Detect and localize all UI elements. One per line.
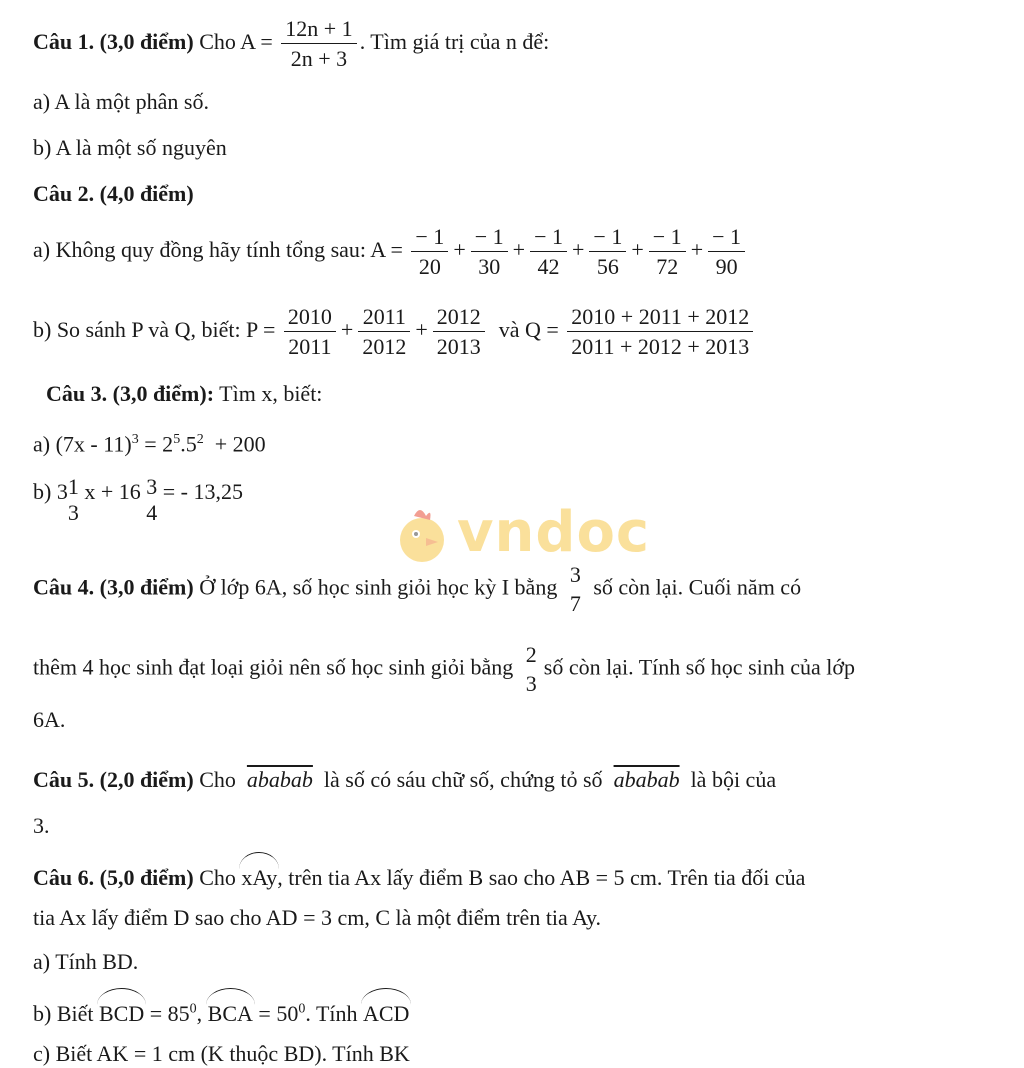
term-den: 30 bbox=[478, 254, 501, 280]
q3-intro: Tìm x, biết: bbox=[219, 381, 323, 406]
term-den: 2013 bbox=[436, 334, 481, 360]
q2-b-term bbox=[284, 304, 336, 360]
q2-b-term bbox=[358, 304, 410, 360]
q6-b-v1: = 85 bbox=[144, 1001, 190, 1026]
q3-b-pre: b) 3 bbox=[33, 479, 68, 504]
frac-den: 7 bbox=[569, 591, 581, 617]
term-num: 2012 bbox=[433, 304, 485, 332]
q2-label: Câu 2. (4,0 điểm) bbox=[33, 181, 194, 206]
q1-line bbox=[33, 16, 549, 72]
degree: 0 bbox=[189, 1001, 197, 1017]
q5-label: Câu 5. (2,0 điểm) bbox=[33, 767, 194, 792]
q3-b-frac1 bbox=[68, 474, 79, 527]
chick-logo-icon bbox=[392, 500, 452, 568]
term-den: 42 bbox=[537, 254, 560, 280]
q1-a: a) A là một phân số. bbox=[33, 89, 209, 114]
q6-b-v2: = 50 bbox=[252, 1001, 299, 1026]
exp: 2 bbox=[196, 432, 204, 447]
term-den: 20 bbox=[418, 254, 441, 280]
frac-num: 2 bbox=[525, 642, 537, 667]
q5-line2: 3. bbox=[33, 813, 50, 838]
term-den: 2011 bbox=[288, 334, 332, 360]
q6-b-mid: . Tính bbox=[305, 1001, 358, 1026]
q6-angle-xAy: xAy bbox=[241, 858, 277, 892]
term-den: 56 bbox=[596, 254, 619, 280]
term-den: 72 bbox=[656, 254, 679, 280]
vndoc-watermark bbox=[392, 500, 651, 570]
q6-b-pre: b) Biết bbox=[33, 1001, 94, 1026]
term-num: 2010 bbox=[284, 304, 336, 332]
watermark-text: vndoc bbox=[457, 500, 651, 565]
q4-line2 bbox=[33, 642, 855, 697]
q2-a-term bbox=[411, 224, 448, 280]
q2-a-intro: a) Không quy đồng hãy tính tổng sau: A = bbox=[33, 236, 403, 262]
q4-l2-tail: số còn lại. Tính số học sinh của lớp bbox=[543, 654, 856, 680]
term-num: 2011 bbox=[358, 304, 410, 332]
frac-den: 3 bbox=[67, 500, 79, 526]
q6-line2: tia Ax lấy điểm D sao cho AD = 3 cm, C là một điểm trên tia Ay. bbox=[33, 905, 602, 930]
plus-sign: + bbox=[415, 316, 428, 342]
q2-a-term bbox=[708, 224, 745, 280]
q1-tail: . Tìm giá trị của n để: bbox=[359, 28, 550, 54]
q1-intro: Cho A = bbox=[199, 28, 273, 54]
q3-b-frac2 bbox=[146, 474, 157, 527]
q2-a-term bbox=[471, 224, 508, 280]
q6-b-sep: , bbox=[196, 1001, 203, 1026]
q4-l1-text: Ở lớp 6A, số học sinh giỏi học kỳ I bằng bbox=[199, 574, 558, 600]
term-den: 90 bbox=[715, 254, 738, 280]
q4-frac2 bbox=[522, 642, 541, 697]
q-num: 2010 + 2011 + 2012 bbox=[567, 304, 753, 332]
q6-l1-tail: , trên tia Ax lấy điểm B sao cho AB = 5 cm. Trên tia đối của bbox=[277, 865, 806, 890]
q4-frac1 bbox=[566, 562, 585, 617]
term-num: − 1 bbox=[471, 224, 508, 252]
q6-cho: Cho bbox=[199, 865, 236, 890]
plus-sign: + bbox=[572, 236, 585, 262]
q6-label: Câu 6. (5,0 điểm) bbox=[33, 865, 194, 890]
q6-line1 bbox=[33, 858, 805, 892]
q1-b: b) A là một số nguyên bbox=[33, 135, 227, 160]
q-den: 2011 + 2012 + 2013 bbox=[571, 334, 750, 360]
q6-angle-BCA: BCA bbox=[208, 994, 253, 1028]
q3-label: Câu 3. (3,0 điểm): bbox=[46, 381, 215, 406]
q3-a-pre: a) (7x - 11) bbox=[33, 431, 132, 457]
q5-mid: là số có sáu chữ số, chứng tỏ số bbox=[323, 767, 603, 792]
frac-num: 3 bbox=[146, 474, 158, 499]
q2-a-term bbox=[530, 224, 567, 280]
q1-fraction bbox=[281, 16, 356, 72]
q1-num: 12n + 1 bbox=[281, 16, 356, 44]
q2-b-and: và Q = bbox=[498, 316, 559, 342]
frac-den: 3 bbox=[525, 671, 537, 697]
q3-b-line bbox=[33, 474, 243, 527]
q4-line1 bbox=[33, 562, 801, 617]
q5-cho: Cho bbox=[199, 767, 236, 792]
q6-angle-ACD: ACD bbox=[363, 994, 409, 1028]
q3-b-mid: x + 16 bbox=[84, 479, 141, 504]
q6-angle-BCD: BCD bbox=[99, 994, 144, 1028]
frac-num: 3 bbox=[569, 562, 581, 587]
term-num: − 1 bbox=[649, 224, 686, 252]
q3-a-line bbox=[33, 426, 266, 458]
term-num: − 1 bbox=[589, 224, 626, 252]
term-den: 2012 bbox=[362, 334, 407, 360]
q6-c: c) Biết AK = 1 cm (K thuộc BD). Tính BK bbox=[33, 1041, 410, 1066]
q5-tail: là bội của bbox=[690, 767, 777, 792]
plus-sign: + bbox=[631, 236, 644, 262]
q4-line3: 6A. bbox=[33, 707, 66, 732]
q6-a: a) Tính BD. bbox=[33, 949, 139, 974]
q5-number-1: ababab bbox=[246, 767, 313, 792]
plus-sign: + bbox=[512, 236, 526, 262]
q4-label: Câu 4. (3,0 điểm) bbox=[33, 574, 194, 600]
plus-sign: + bbox=[453, 236, 466, 262]
q2-q-fraction bbox=[567, 304, 753, 360]
term-num: − 1 bbox=[708, 224, 745, 252]
q2-a-term bbox=[649, 224, 686, 280]
term-num: − 1 bbox=[530, 224, 567, 252]
plus-sign: + bbox=[690, 236, 704, 262]
q2-label-line bbox=[33, 180, 194, 208]
q2-b-term bbox=[433, 304, 485, 360]
plus-sign: + bbox=[340, 316, 354, 342]
q4-l2-text: thêm 4 học sinh đạt loại giỏi nên số học sinh giỏi bằng bbox=[33, 654, 514, 680]
q5-line1 bbox=[33, 766, 776, 794]
q3-b-tail: = - 13,25 bbox=[162, 479, 243, 504]
q3-a-tail: + 200 bbox=[203, 431, 266, 457]
frac-num: 1 bbox=[67, 474, 79, 499]
q6-b-line bbox=[33, 994, 409, 1028]
q2-b-line bbox=[33, 304, 756, 360]
exp: 3 bbox=[131, 432, 139, 447]
term-num: − 1 bbox=[411, 224, 448, 252]
frac-den: 4 bbox=[146, 500, 158, 526]
q1-label: Câu 1. (3,0 điểm) bbox=[33, 28, 194, 54]
q4-l1-tail: số còn lại. Cuối năm có bbox=[593, 574, 802, 600]
q2-b-intro: b) So sánh P và Q, biết: P = bbox=[33, 316, 276, 342]
q3-a-mid2: .5 bbox=[180, 431, 197, 457]
q3-label-line bbox=[46, 380, 322, 408]
q3-a-mid1: = 2 bbox=[138, 431, 174, 457]
q2-a-line bbox=[33, 224, 748, 280]
q5-number-2: ababab bbox=[613, 767, 680, 792]
q2-a-term bbox=[589, 224, 626, 280]
exp: 5 bbox=[173, 432, 181, 447]
degree: 0 bbox=[298, 1001, 306, 1017]
q1-den: 2n + 3 bbox=[290, 46, 348, 72]
